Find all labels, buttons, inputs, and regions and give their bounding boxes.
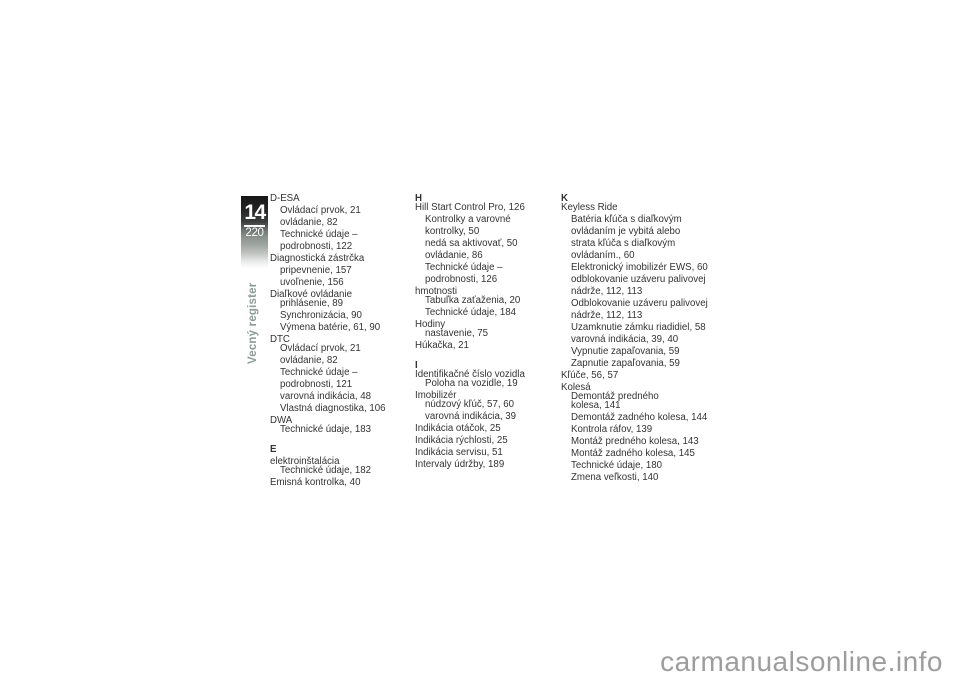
page-number: 220 — [245, 227, 264, 239]
index-entry: podrobnosti, 126 — [425, 274, 498, 285]
index-entry: Indikácia otáčok, 25 — [415, 423, 501, 434]
index-entry: Technické údaje, 180 — [571, 460, 663, 471]
index-entry: nádrže, 112, 113 — [571, 286, 643, 297]
index-entry: Synchronizácia, 90 — [280, 310, 362, 321]
index-entry: Odblokovanie uzáveru palivovej — [571, 298, 708, 309]
index-section-letter: H — [415, 193, 422, 204]
index-entry: Technické údaje – — [280, 229, 358, 240]
index-entry: Diaľkové ovládanie — [270, 289, 352, 300]
index-column-3 — [561, 193, 736, 484]
index-entry: varovná indikácia, 39 — [425, 411, 517, 422]
index-entry: ovládaním je vybitá alebo — [571, 226, 681, 237]
watermark: carmanualsonline.info — [660, 646, 943, 677]
index-entry: Tabuľka zaťaženia, 20 — [425, 295, 521, 306]
index-entry: Indikácia servisu, 51 — [415, 447, 503, 458]
index-entry: varovná indikácia, 48 — [280, 391, 372, 402]
index-entry: D-ESA — [270, 193, 300, 204]
index-entry: Demontáž zadného kolesa, 144 — [571, 412, 708, 423]
index-entry: Uzamknutie zámku riadidiel, 58 — [571, 322, 706, 333]
index-entry: ovládaním., 60 — [571, 250, 635, 261]
index-entry: DWA — [270, 415, 293, 426]
index-entry: Technické údaje, 183 — [280, 424, 372, 435]
index-entry: pripevnenie, 157 — [280, 265, 352, 276]
index-entry: nádrže, 112, 113 — [571, 310, 643, 321]
index-entry: varovná indikácia, 39, 40 — [571, 334, 679, 345]
index-entry: Technické údaje – — [425, 262, 503, 273]
index-entry: Demontáž predného — [571, 391, 659, 402]
index-entry: Imobilizér — [415, 390, 457, 401]
index-section-letter: E — [270, 444, 277, 455]
index-entry: podrobnosti, 121 — [280, 379, 353, 390]
index-entry: Indikácia rýchlosti, 25 — [415, 435, 508, 446]
index-entry: DTC — [270, 334, 290, 345]
index-entry: Keyless Ride — [561, 202, 618, 213]
index-entry: Montáž predného kolesa, 143 — [571, 436, 699, 447]
index-section-letter: I — [415, 360, 418, 371]
index-column-2 — [415, 193, 557, 471]
index-entry: Ovládací prvok, 21 — [280, 343, 361, 354]
index-entry: Diagnostická zástrčka — [270, 253, 365, 264]
index-entry: Technické údaje, 182 — [280, 465, 372, 476]
index-column-1 — [270, 193, 410, 489]
index-entry: Vlastná diagnostika, 106 — [280, 403, 386, 414]
index-entry: Kolesá — [561, 382, 591, 393]
index-entry: Emisná kontrolka, 40 — [270, 477, 361, 488]
index-entry: Húkačka, 21 — [415, 340, 469, 351]
index-entry: Vypnutie zapaľovania, 59 — [571, 346, 680, 357]
index-entry: Hill Start Control Pro, 126 — [415, 202, 525, 213]
index-entry: hmotnosti — [415, 286, 457, 297]
index-entry: elektroinštalácia — [270, 456, 340, 467]
index-entry: Technické údaje – — [280, 367, 358, 378]
chapter-badge — [241, 196, 268, 268]
index-entry: strata kľúča s diaľkovým — [571, 238, 676, 249]
index-entry: Výmena batérie, 61, 90 — [280, 322, 381, 333]
index-entry: Kontrola ráfov, 139 — [571, 424, 653, 435]
index-entry: Technické údaje, 184 — [425, 307, 517, 318]
index-entry: odblokovanie uzáveru palivovej — [571, 274, 706, 285]
index-entry: Identifikačné číslo vozidla — [415, 369, 525, 380]
index-entry: podrobnosti, 122 — [280, 241, 353, 252]
index-entry: ovládanie, 82 — [280, 217, 338, 228]
index-entry: Intervaly údržby, 189 — [415, 459, 505, 470]
index-entry: Zmena veľkosti, 140 — [571, 472, 659, 483]
index-entry: nastavenie, 75 — [425, 328, 489, 339]
index-entry: kolesa, 141 — [571, 400, 621, 411]
index-entry: Poloha na vozidle, 19 — [425, 378, 518, 389]
index-entry: nedá sa aktivovať, 50 — [425, 238, 518, 249]
sidebar-chapter-label: Vecný register — [247, 282, 259, 364]
index-entry: kontrolky, 50 — [425, 226, 480, 237]
index-entry: uvoľnenie, 156 — [280, 277, 344, 288]
index-entry: ovládanie, 86 — [425, 250, 483, 261]
index-entry: ovládanie, 82 — [280, 355, 338, 366]
index-entry: núdzový kľúč, 57, 60 — [425, 399, 514, 410]
index-entry: Ovládací prvok, 21 — [280, 205, 361, 216]
index-entry: Kontrolky a varovné — [425, 214, 511, 225]
index-entry: Montáž zadného kolesa, 145 — [571, 448, 695, 459]
index-entry: Kľúče, 56, 57 — [561, 370, 619, 381]
index-section-letter: K — [561, 193, 568, 204]
chapter-number: 14 — [244, 201, 265, 224]
index-entry: Hodiny — [415, 319, 446, 330]
index-entry: Batéria kľúča s diaľkovým — [571, 214, 682, 225]
index-entry: Elektronický imobilizér EWS, 60 — [571, 262, 708, 273]
index-entry: Zapnutie zapaľovania, 59 — [571, 358, 680, 369]
index-entry: prihlásenie, 89 — [280, 298, 344, 309]
